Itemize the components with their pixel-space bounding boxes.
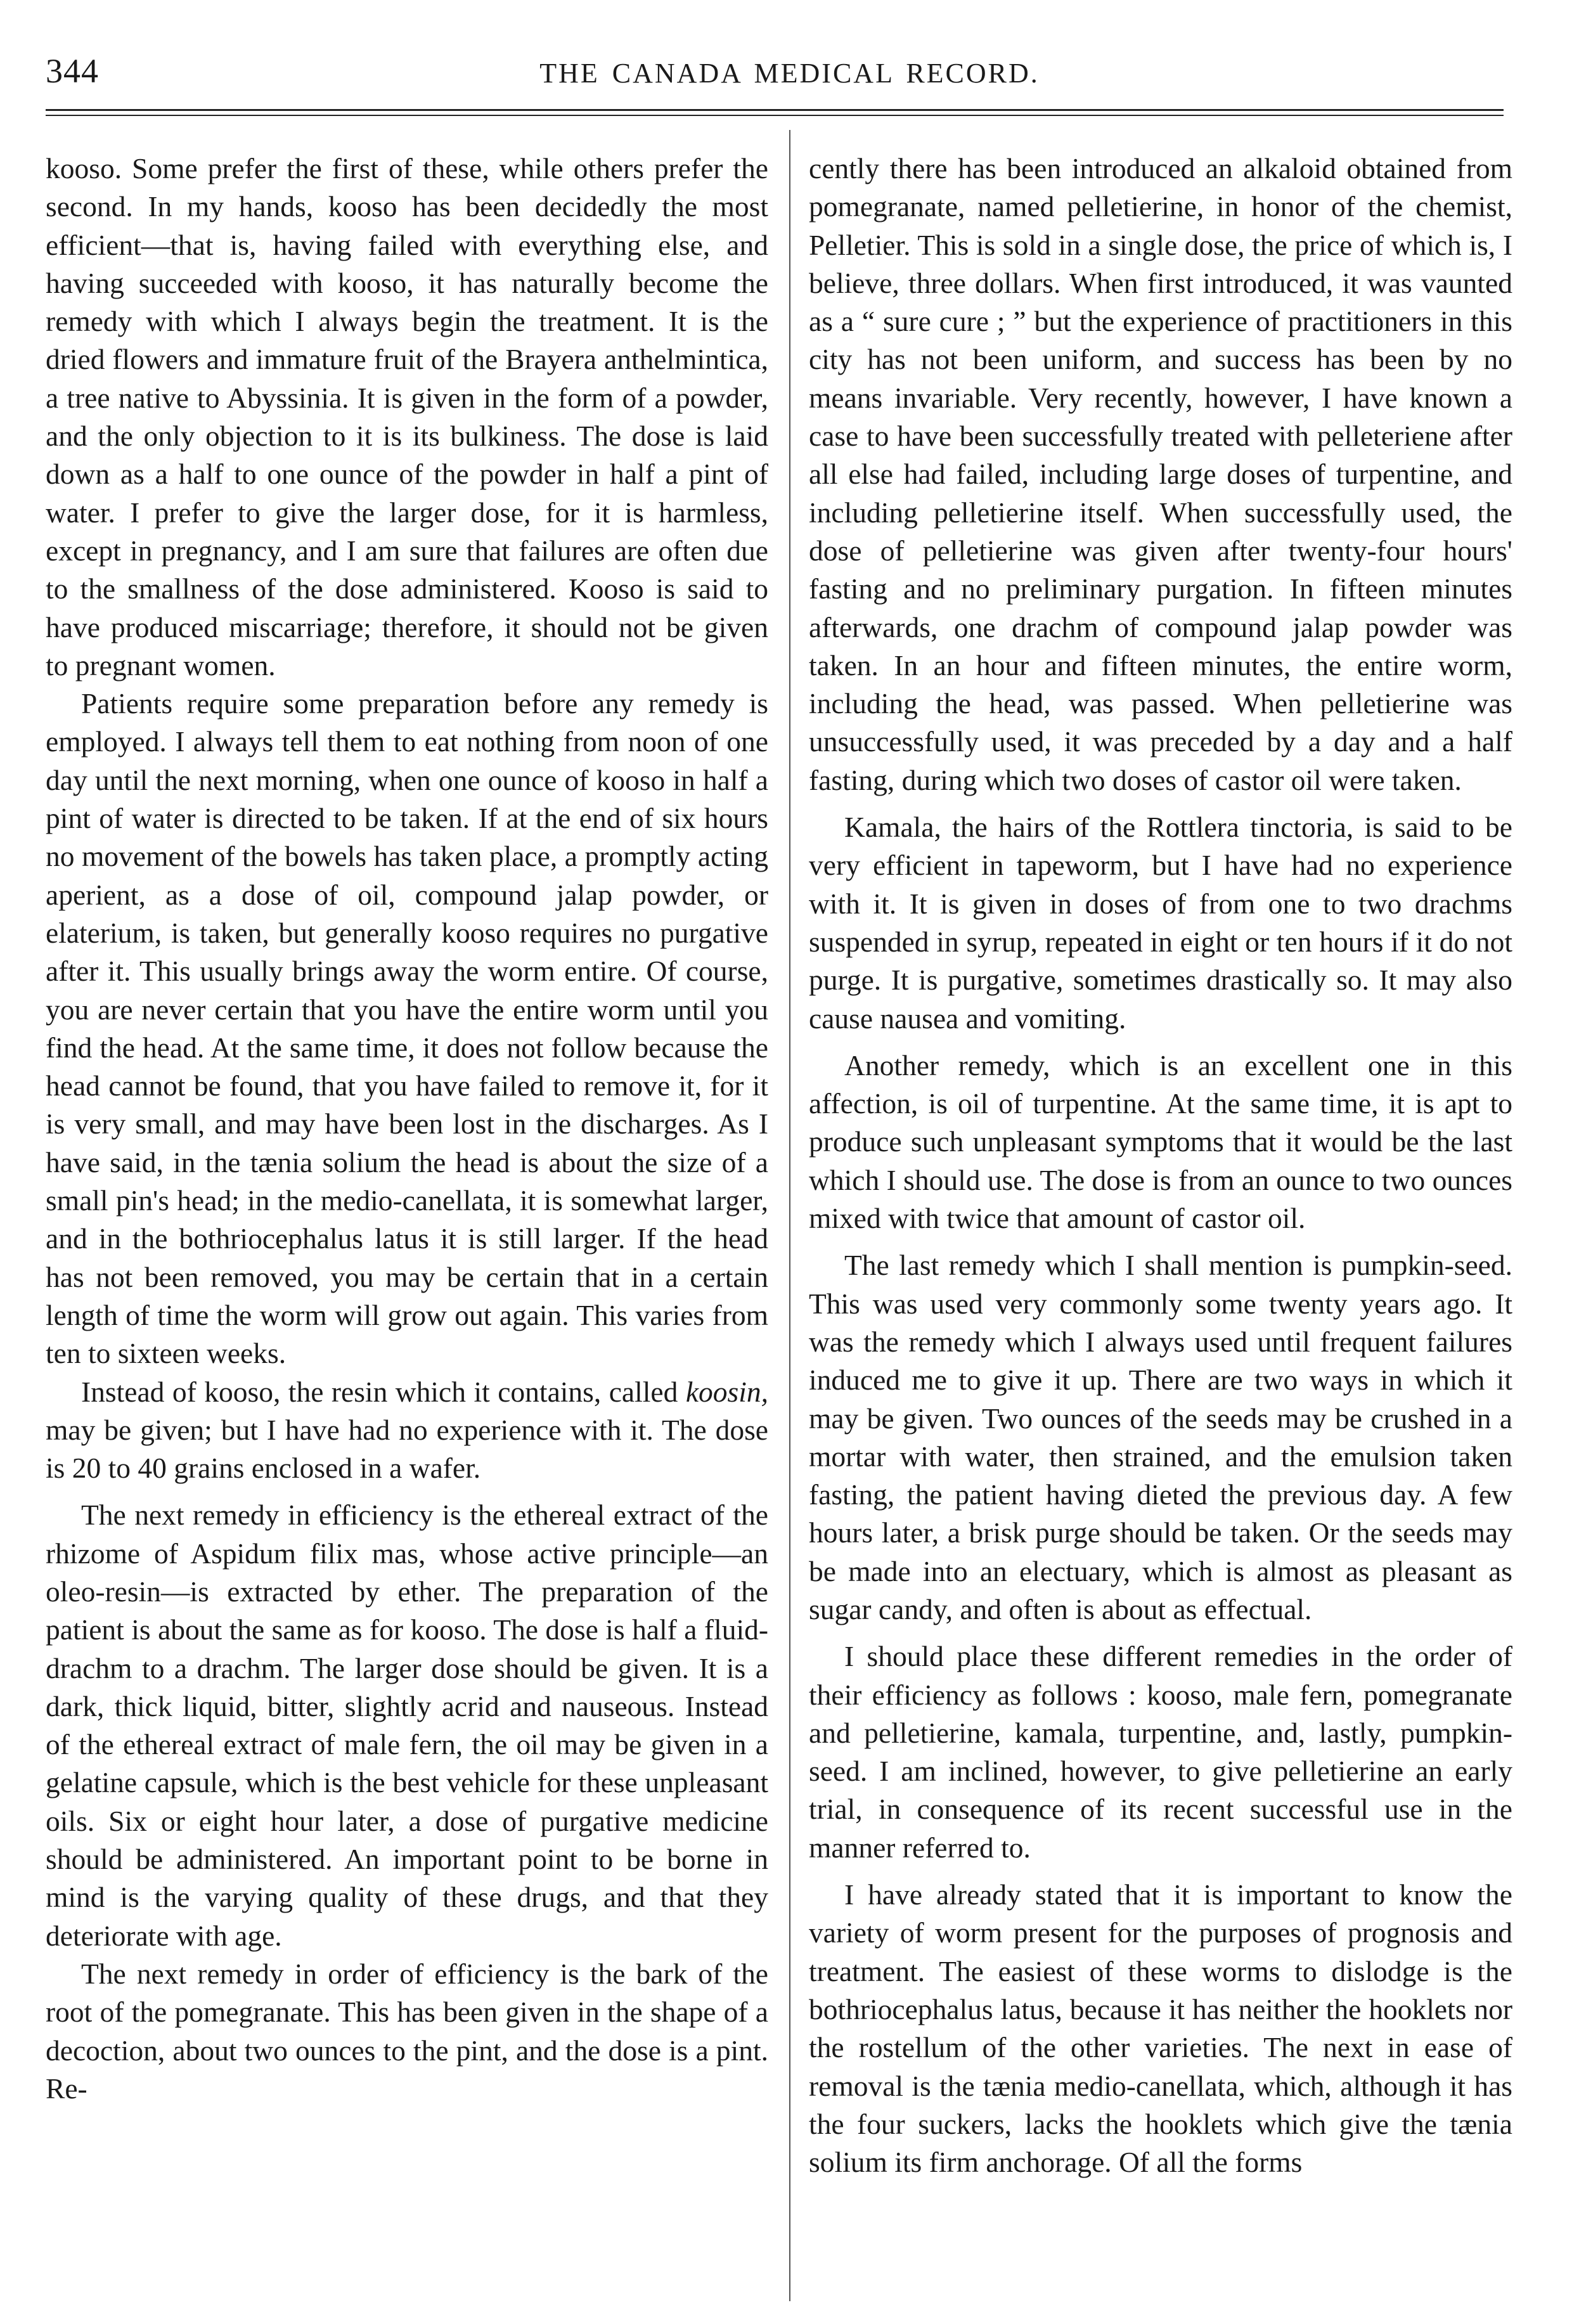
paragraph: The next remedy in order of efficiency is the bark of the root of the pomegranate. This has been given in the shape of a decoction, about two ounces to the pint, and the dose is a pint. Re- [46, 1957, 768, 2105]
italic-term: koosin, [685, 1375, 768, 1408]
header-rule-bottom [46, 115, 1504, 116]
page-header [0, 0, 1579, 127]
running-head: THE CANADA MEDICAL RECORD. [539, 58, 1040, 89]
column-divider [789, 130, 790, 2301]
right-column [809, 150, 1512, 2308]
text-run: may be given; but I have had no experience with it. The dose is 20 to 40 grains enclosed in a wafer. [46, 1413, 768, 1485]
paragraph: I should place these different remedies in the order of their efficiency as follows : kooso, male fern, pomegranate and pelletierine, kamala, turpentine, and, lastly, pumpkin-seed. I am inclined, however, to give pelletierine an early trial, in consequence of its recent successful use in the manner referred to. [809, 1640, 1512, 1864]
paragraph: The next remedy in efficiency is the ethereal extract of the rhizome of Aspidum filix mas, whose active principle—an oleo-resin—is extracted by ether. The preparation of the patient is about the same as for kooso. The dose is half a fluid-drachm to a drachm. The larger dose should be given. It is a dark, thick liquid, bitter, slightly acrid and nauseous. Instead of the ethereal extract of male fern, the oil may be given in a gelatine capsule, which is the best vehicle for these unpleasant oils. Six or eight hour later, a dose of purgative medicine should be administered. An important point to be borne in mind is the varying quality of these drugs, and that they deteriorate with age. [46, 1499, 768, 1952]
paragraph: I have already stated that it is important to know the variety of worm present for the purposes of prognosis and treatment. The easiest of these worms to dislodge is the bothriocephalus latus, because it has neither the hooklets nor the rostellum of the other varieties. The next in ease of removal is the tænia medio-canellata, which, although it has the four suckers, lacks the hooklets which give the tænia solium its firm anchorage. Of all the forms [809, 1878, 1512, 2179]
paragraph: Patients require some preparation before any remedy is employed. I always tell them to eat nothing from noon of one day until the next morning, when one ounce of kooso in half a pint of water is directed to be taken. If at the end of six hours no movement of the bowels has taken place, a promptly acting aperient, as a dose of oil, compound jalap powder, or elaterium, is taken, but generally kooso requires no purgative after it. This usually brings away the worm entire. Of course, you are never certain that you have the entire worm until you find the head. At the same time, it does not follow because the head cannot be found, that you have failed to remove it, for it is very small, and may have been lost in the discharges. As I have said, in the tænia solium the head is about the size of a small pin's head; in the medio-canellata, it is somewhat larger, and in the bothriocephalus latus it is still larger. If the head has not been removed, you may be certain that in a certain length of time the worm will grow out again. This varies from ten to sixteen weeks. [46, 687, 768, 1370]
paragraph: cently there has been introduced an alkaloid obtained from pomegranate, named pelletierine, in honor of the chemist, Pelletier. This is sold in a single dose, the price of which is, I believe, three dollars. When first introduced, it was vaunted as a “ sure cure ; ” but the experience of practitioners in this city has not been uniform, and success has been by no means invariable. Very recently, however, I have known a case to have been successfully treated with pelleteriene after all else had failed, including large doses of turpentine, and including pelletierine itself. When successfully used, the dose of pelletierine was given after twenty-four hours' fasting and no preliminary purgation. In fifteen minutes afterwards, one drachm of compound jalap powder was taken. In an hour and fifteen minutes, the entire worm, including the head, was passed. When pelletierine was unsuccessfully used, it was preceded by a day and a half fasting, during which two doses of castor oil were taken. [809, 152, 1512, 796]
page-number: 344 [46, 52, 99, 90]
paragraph [46, 1373, 768, 1488]
left-column [46, 150, 768, 2308]
paragraph: Another remedy, which is an excellent one in this affection, is oil of turpentine. At the same time, it is apt to produce such unpleasant symptoms that it would be the last which I should use. The dose is from an ounce to two ounces mixed with twice that amount of castor oil. [809, 1049, 1512, 1235]
paragraph: Kamala, the hairs of the Rottlera tinctoria, is said to be very efficient in tapeworm, but I have had no experience with it. It is given in doses of from one to two drachms suspended in syrup, repeated in eight or ten hours if it do not purge. It is purgative, sometimes drastically so. It may also cause nausea and vomiting. [809, 811, 1512, 1035]
text-run: Instead of kooso, the resin which it contains, called [81, 1375, 686, 1408]
paragraph: The last remedy which I shall mention is pumpkin-seed. This was used very commonly some twenty years ago. It was the remedy which I always used until frequent failures induced me to give it up. There are two ways in which it may be given. Two ounces of the seeds may be crushed in a mortar with water, then strained, and the emulsion taken fasting, the patient having dieted the previous day. A few hours later, a brisk purge should be taken. Or the seeds may be made into an electuary, which is almost as pleasant as sugar candy, and often is about as effectual. [809, 1249, 1512, 1625]
paragraph: kooso. Some prefer the first of these, while others prefer the second. In my hands, kooso has been decidedly the most efficient—that is, having failed with everything else, and having succeeded with kooso, it has naturally become the remedy with which I always begin the treatment. It is the dried flowers and immature fruit of the Brayera anthelmintica, a tree native to Abyssinia. It is given in the form of a powder, and the only objection to it is its bulkiness. The dose is laid down as a half to one ounce of the powder in half a pint of water. I prefer to give the larger dose, for it is harmless, except in pregnancy, and I am sure that failures are often due to the smallness of the dose administered. Kooso is said to have produced miscarriage; therefore, it should not be given to pregnant women. [46, 152, 768, 681]
header-rule-top [46, 109, 1504, 111]
